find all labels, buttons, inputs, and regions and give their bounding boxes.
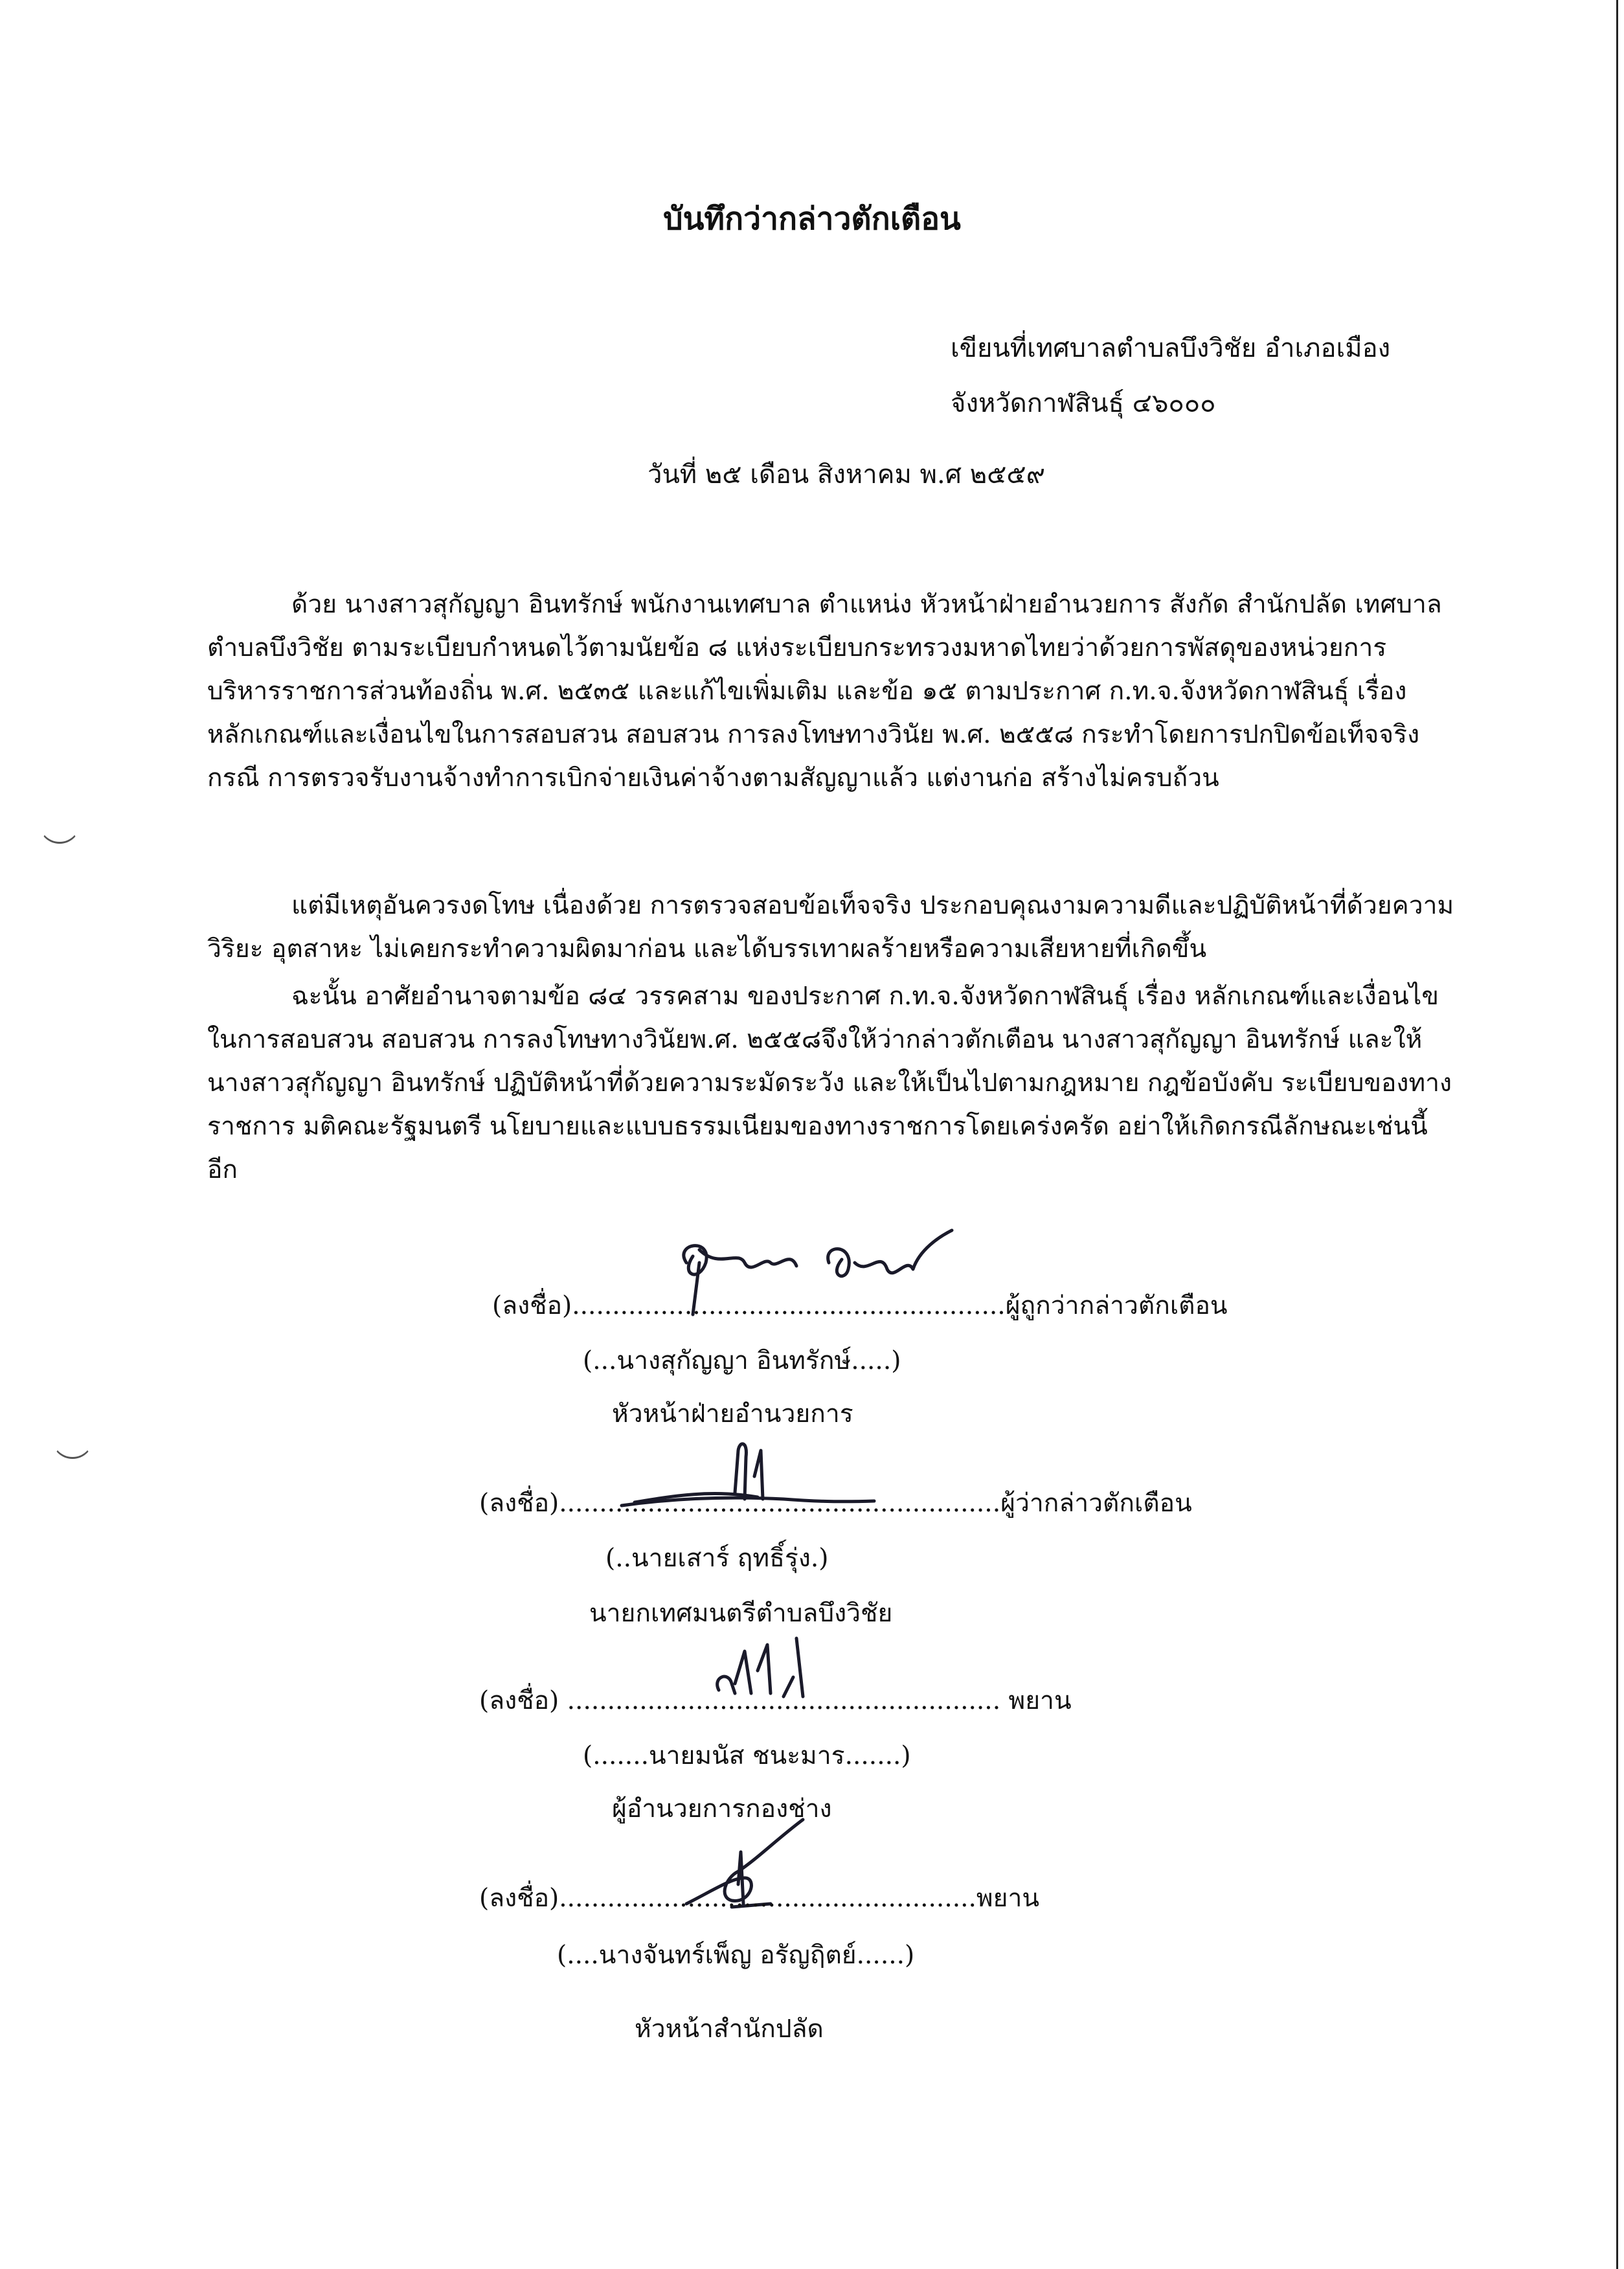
signer-name: (.......นายมนัส ชนะมาร.......) bbox=[583, 1741, 911, 1770]
signer-name: (...นางสุกัญญา อินทรักษ์.....) bbox=[583, 1346, 901, 1375]
address-line-2: จังหวัดกาฬสินธุ์ ๔๖๐๐๐ bbox=[951, 389, 1216, 418]
signature-line: (ลงชื่อ)....................................................พยาน bbox=[479, 1884, 1040, 1913]
body-paragraph-3: ฉะนั้น อาศัยอำนาจตามข้อ ๘๔ วรรคสาม ของประกาศ ก.ท.จ.จังหวัดกาฬสินธุ์ เรื่อง หลักเกณฑ์และเงื่อนไขในการสอบสวน สอบสวน การลงโทษทางวินัยพ.ศ. ๒๕๕๘จึงให้ว่ากล่าวตักเตือน นางสาวสุกัญญา อินทรักษ์ และให้ นางสาวสุกัญญา อินทรักษ์ ปฏิบัติหน้าที่ด้วยความระมัดระวัง และให้เป็นไปตามกฎหมาย กฎข้อบังคับ ระเบียบของทางราชการ มติคณะรัฐมนตรี นโยบายและแบบธรรมเนียมของทางราชการโดยเคร่งครัด อย่าให้เกิดกรณีลักษณะเช่นนี้อีก bbox=[207, 982, 1452, 1184]
address-line-1: เขียนที่เทศบาลตำบลบึงวิชัย อำเภอเมือง bbox=[951, 333, 1391, 363]
scan-edge-line bbox=[1616, 0, 1618, 2269]
signature-line: (ลงชื่อ)......................................................ผู้ถูกว่ากล่าวตักเตือน bbox=[492, 1291, 1228, 1320]
punch-hole-mark bbox=[39, 803, 80, 844]
punch-hole-mark bbox=[52, 1418, 93, 1459]
document-date: วันที่ ๒๕ เดือน สิงหาคม พ.ศ ๒๕๕๙ bbox=[648, 460, 1045, 490]
body-paragraph-1: ด้วย นางสาวสุกัญญา อินทรักษ์ พนักงานเทศบาล ตำแหน่ง หัวหน้าฝ่ายอำนวยการ สังกัด สำนักปลัด เทศบาลตำบลบึงวิชัย ตามระเบียบกำหนดไว้ตามนัยข้อ ๘ แห่งระเบียบกระทรวงมหาดไทยว่าด้วยการพัสดุของหน่วยการบริหารราชการส่วนท้องถิ่น พ.ศ. ๒๕๓๕ และแก้ไขเพิ่มเติม และข้อ ๑๕ ตามประกาศ ก.ท.จ.จังหวัดกาฬสินธุ์ เรื่อง หลักเกณฑ์และเงื่อนไขในการสอบสวน สอบสวน การลงโทษทางวินัย พ.ศ. ๒๕๕๘ กระทำโดยการปกปิดข้อเท็จจริง กรณี การตรวจรับงานจ้างทำการเบิกจ่ายเงินค่าจ้างตามสัญญาแล้ว แต่งานก่อ สร้างไม่ครบถ้วน bbox=[207, 590, 1442, 793]
signer-position: ผู้อำนวยการกองช่าง bbox=[612, 1794, 832, 1823]
signer-position: นายกเทศมนตรีตำบลบึงวิชัย bbox=[589, 1599, 893, 1628]
signature-line: (ลงชื่อ).......................................................ผู้ว่ากล่าวตักเตือน bbox=[479, 1489, 1192, 1518]
signer-name: (....นางจันทร์เพ็ญ อรัญฤิตย์......) bbox=[557, 1941, 915, 1970]
body-paragraph-2: แต่มีเหตุอันควรงดโทษ เนื่องด้วย การตรวจสอบข้อเท็จจริง ประกอบคุณงามความดีและปฏิบัติหน้าที่ด้วยความวิริยะ อุตสาหะ ไม่เคยกระทำความผิดมาก่อน และได้บรรเทาผลร้ายหรือความเสียหายที่เกิดขึ้น bbox=[207, 891, 1454, 964]
document-title: บันทึกว่ากล่าวตักเตือน bbox=[663, 201, 961, 237]
signature-line: (ลงชื่อ) ...................................................... พยาน bbox=[479, 1686, 1072, 1715]
signer-position: หัวหน้าสำนักปลัด bbox=[635, 2015, 824, 2044]
signer-position: หัวหน้าฝ่ายอำนวยการ bbox=[612, 1399, 853, 1428]
signer-name: (..นายเสาร์ ฤทธิ์รุ่ง.) bbox=[605, 1544, 829, 1573]
